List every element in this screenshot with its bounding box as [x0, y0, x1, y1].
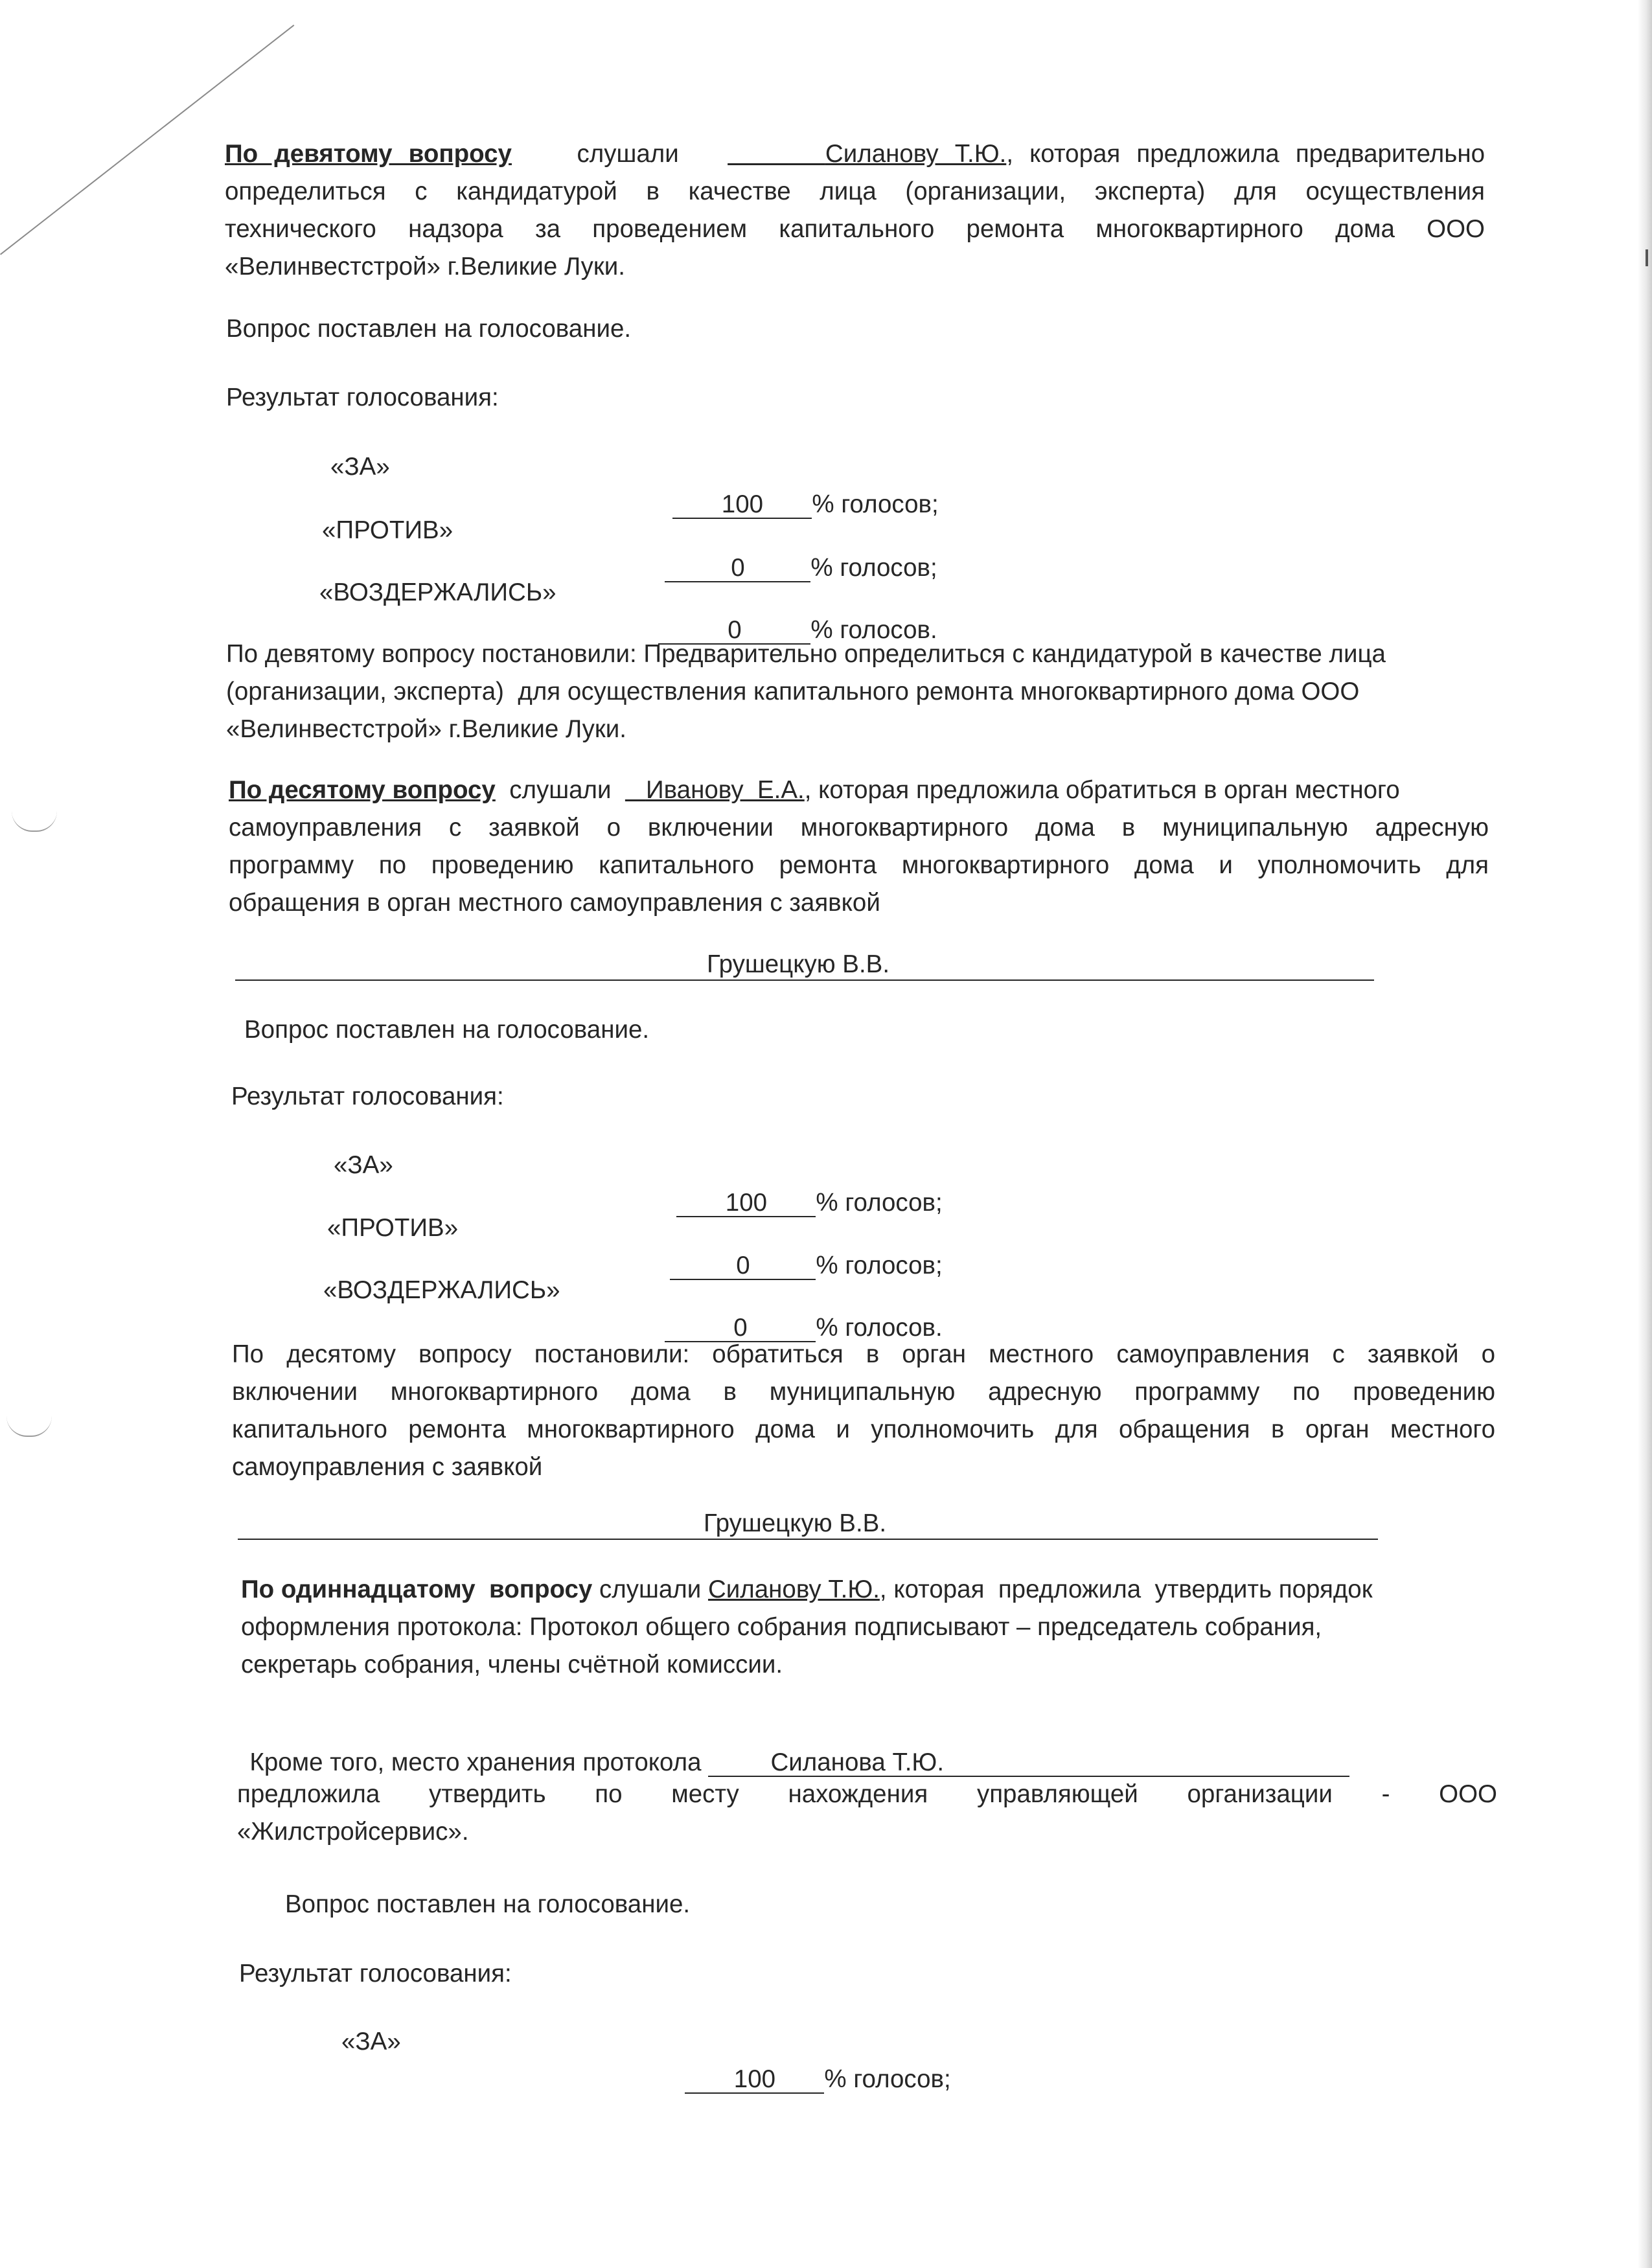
punch-hole-mark [6, 1416, 52, 1437]
q9-vote-for-label: «ЗА» [330, 453, 390, 481]
q11-proposal [237, 1776, 1497, 1851]
q10-decision [232, 1336, 1495, 1486]
q11-storage-person: Силанова Т.Ю. [770, 1748, 945, 1776]
q10-decision-authorized-name: Грушецкую В.В. [703, 1509, 887, 1537]
q10-line2: самоуправления с заявкой о включении многоквартирного дома в муниципальную адресную [229, 814, 1489, 842]
q10-vote-abstain-value: 0 [665, 1315, 816, 1342]
q11-paragraph [241, 1571, 1472, 1684]
q10-vote-for-suffix: % голосов; [816, 1189, 943, 1217]
q10-put-to-vote: Вопрос поставлен на голосование. [244, 1016, 650, 1044]
q10-decision-authorized-line [238, 1509, 1378, 1540]
q11-lead: По одиннадцатому вопросу [241, 1575, 593, 1603]
q11-storage-line [708, 1750, 1349, 1777]
q11-heard: слушали [592, 1575, 708, 1603]
q9-line1 [225, 135, 1485, 173]
q10-decision-line4: самоуправления с заявкой [232, 1453, 543, 1481]
q10-vote-against-value: 0 [670, 1253, 816, 1280]
q11-line3: секретарь собрания, члены счётной комиссии. [241, 1651, 783, 1678]
q10-lead: По десятому вопросу [229, 776, 496, 804]
q9-vote-for-suffix: % голосов; [812, 490, 939, 518]
q10-authorized-line [235, 950, 1374, 981]
q11-storage [236, 1706, 1349, 1781]
q11-line1-tail: , которая предложила утвердить порядок [879, 1575, 1373, 1603]
q9-lead: По девятому вопросу [225, 140, 512, 168]
q9-vote-against-suffix: % голосов; [810, 554, 937, 582]
q11-speaker: Силанову Т.Ю. [707, 1575, 880, 1603]
q11-storage-text: Кроме того, место хранения протокола [249, 1748, 702, 1776]
q10-vote-for-value: 100 [676, 1190, 816, 1217]
q9-line3: технического надзора за проведением капитального ремонта многоквартирного дома ООО [225, 215, 1485, 243]
q10-decision-line3: капитального ремонта многоквартирного дома и уполномочить для обращения в орган местного [232, 1415, 1495, 1443]
q11-vote-for-label: «ЗА» [341, 2028, 401, 2056]
q9-vote-abstain-suffix: % голосов. [810, 616, 937, 644]
q9-decision-line1: По девятому вопросу постановили: Предварительно определиться с кандидатурой в качестве лица [226, 640, 1386, 668]
q9-vote-for-value: 100 [672, 492, 812, 519]
q10-decision-line2: включении многоквартирного дома в муниципальную адресную программу по проведению [232, 1378, 1495, 1406]
page-edge-shadow [1638, 0, 1652, 2268]
q9-put-to-vote: Вопрос поставлен на голосование. [226, 315, 632, 343]
q9-decision-line3: «Велинвестстрой» г.Великие Луки. [226, 715, 626, 743]
q11-line2: оформления протокола: Протокол общего собрания подписывают – председатель собрания, [241, 1613, 1322, 1641]
q10-vote-abstain-suffix: % голосов. [816, 1314, 943, 1342]
q11-vote-for-suffix: % голосов; [824, 2065, 951, 2093]
punch-hole-mark [12, 811, 57, 832]
q10-vote-for-label: «ЗА» [334, 1151, 393, 1179]
q11-vote-for [671, 2023, 951, 2098]
q9-decision-line2: (организации, эксперта) для осуществления капитального ремонта многоквартирного дома ООО [226, 678, 1360, 705]
q9-vote-abstain-value: 0 [658, 617, 810, 645]
q11-put-to-vote: Вопрос поставлен на голосование. [285, 1890, 691, 1918]
q10-result-label: Результат голосования: [231, 1082, 504, 1110]
q11-line1 [241, 1571, 1472, 1609]
q9-vote-against-value: 0 [665, 555, 810, 582]
q10-decision-line1: По десятому вопросу постановили: обратиться в орган местного самоуправления с заявкой о [232, 1340, 1495, 1368]
q10-vote-against-suffix: % голосов; [816, 1252, 943, 1279]
q11-result-label: Результат голосования: [239, 1960, 512, 1987]
q10-speaker: Иванову Е.А. [645, 776, 805, 804]
q10-line1-tail: , которая предложила обратиться в орган местного [804, 776, 1400, 804]
q9-heard: слушали [577, 140, 679, 168]
q10-authorized-name: Грушецкую В.В. [706, 950, 890, 978]
q10-line3: программу по проведению капитального ремонта многоквартирного дома и уполномочить для [229, 851, 1489, 879]
q9-vote-against-label: «ПРОТИВ» [322, 516, 453, 544]
page-edge-mark [1646, 249, 1648, 266]
q11-vote-for-value: 100 [685, 2067, 824, 2094]
q9-decision [226, 636, 1489, 748]
q9-speaker: Силанову Т.Ю. [825, 140, 1007, 168]
q10-paragraph [229, 772, 1489, 922]
q10-heard: слушали [509, 776, 612, 804]
q9-result-label: Результат голосования: [226, 384, 499, 411]
q10-line4: обращения в орган местного самоуправления с заявкой [229, 889, 880, 917]
q10-line1 [229, 772, 1489, 809]
q10-vote-abstain-label: «ВОЗДЕРЖАЛИСЬ» [323, 1276, 560, 1304]
q10-vote-against-label: «ПРОТИВ» [327, 1214, 459, 1242]
q9-paragraph [225, 135, 1485, 286]
q9-vote-abstain-label: «ВОЗДЕРЖАЛИСЬ» [319, 578, 556, 606]
q9-line4: «Велинвестстрой» г.Великие Луки. [225, 253, 625, 281]
q11-proposal-line1: предложила утвердить по месту нахождения управляющей организации - ООО [237, 1780, 1497, 1808]
q11-proposal-line2: «Жилстройсервис». [237, 1818, 469, 1846]
q9-line1-tail: , которая предложила предварительно [1006, 140, 1486, 168]
q9-line2: определиться с кандидатурой в качестве лица (организации, эксперта) для осуществления [225, 178, 1485, 205]
